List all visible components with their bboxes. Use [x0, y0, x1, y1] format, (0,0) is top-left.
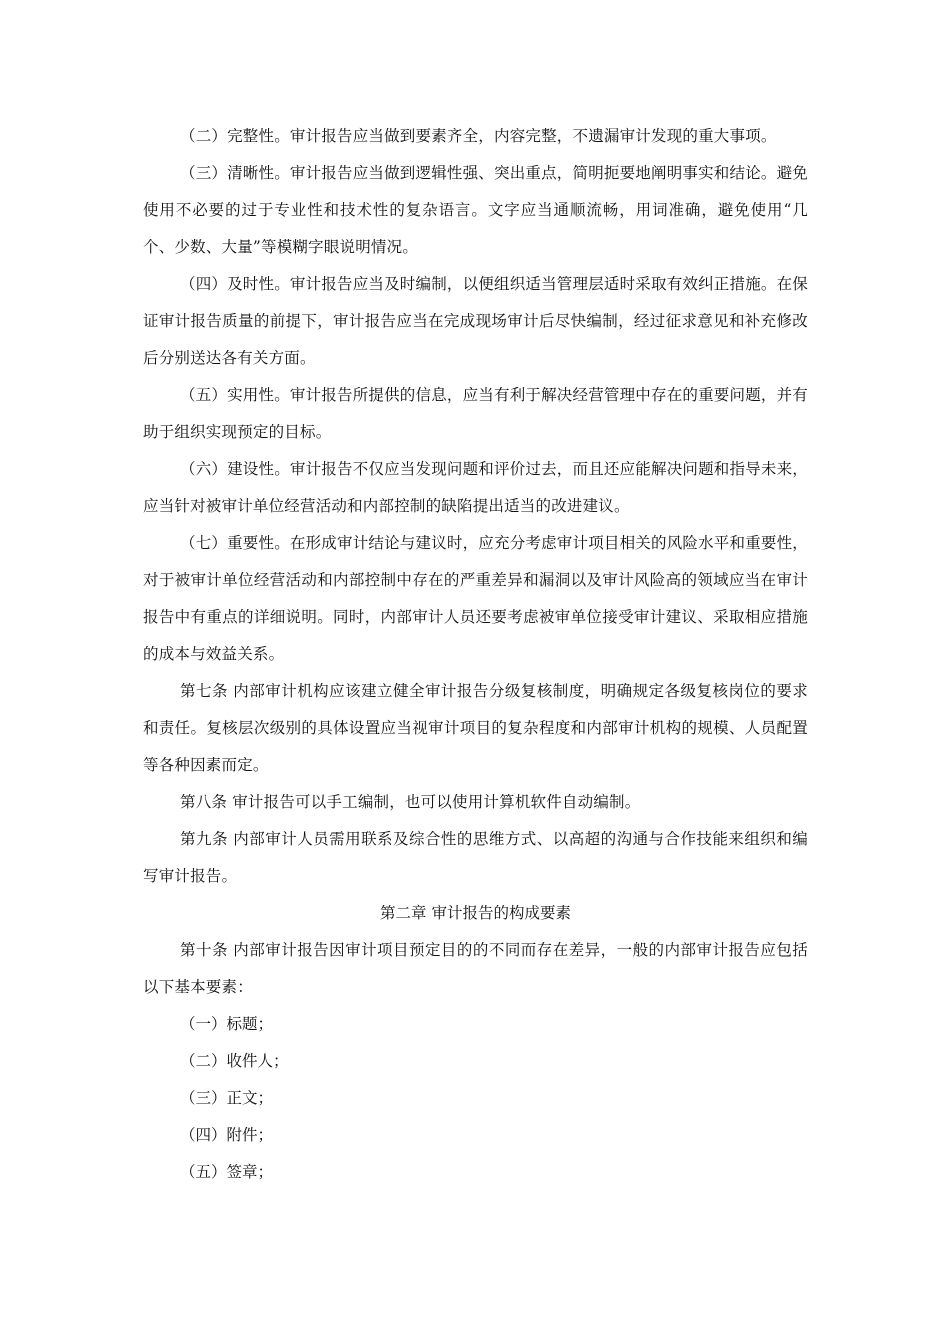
- paragraph-timeliness: （四）及时性。审计报告应当及时编制，以便组织适当管理层适时采取有效纠正措施。在保证审计报告质量的前提下，审计报告应当在完成现场审计后尽快编制，经过征求意见和补充修改后分别送达各有关方面。: [143, 275, 809, 367]
- paragraph-practicality: （五）实用性。审计报告所提供的信息，应当有利于解决经营管理中存在的重要问题，并有助于组织实现预定的目标。: [143, 386, 809, 441]
- list-item: （一）标题；: [180, 1015, 274, 1033]
- paragraph-importance: （七）重要性。在形成审计结论与建议时，应充分考虑审计项目相关的风险水平和重要性，对于被审计单位经营活动和内部控制中存在的严重差异和漏洞以及审计风险高的领域应当在审计报告中有重点的详细说明。同时，内部审计人员还要考虑被审单位接受审计建议、采取相应措施的成本与效益关系。: [143, 534, 809, 663]
- article-eight: 第八条 审计报告可以手工编制，也可以使用计算机软件自动编制。: [180, 793, 641, 811]
- list-item: （三）正文；: [180, 1089, 274, 1107]
- article-nine: 第九条 内部审计人员需用联系及综合性的思维方式、以高超的沟通与合作技能来组织和编写审计报告。: [143, 830, 808, 885]
- article-ten: 第十条 内部审计报告因审计项目预定目的的不同而存在差异，一般的内部审计报告应包括以下基本要素：: [143, 941, 808, 996]
- list-item: （二）收件人；: [180, 1052, 289, 1070]
- document-body: [143, 118, 808, 1191]
- paragraph-completeness: （二）完整性。审计报告应当做到要素齐全，内容完整，不遗漏审计发现的重大事项。: [180, 127, 777, 145]
- paragraph-clarity: （三）清晰性。审计报告应当做到逻辑性强、突出重点，简明扼要地阐明事实和结论。避免使用不必要的过于专业性和技术性的复杂语言。文字应当通顺流畅，用词准确，避免使用“几个、少数、大量”等模糊字眼说明情况。: [143, 164, 809, 256]
- paragraph-constructiveness: （六）建设性。审计报告不仅应当发现问题和评价过去，而且还应能解决问题和指导未来，应当针对被审计单位经营活动和内部控制的缺陷提出适当的改进建议。: [143, 460, 809, 515]
- list-item: （五）签章；: [180, 1163, 274, 1181]
- article-seven: 第七条 内部审计机构应该建立健全审计报告分级复核制度，明确规定各级复核岗位的要求和责任。复核层次级别的具体设置应当视审计项目的复杂程度和内部审计机构的规模、人员配置等各种因素而定。: [143, 682, 808, 774]
- list-item: （四）附件；: [180, 1126, 274, 1144]
- chapter-heading: 第二章 审计报告的构成要素: [380, 904, 571, 922]
